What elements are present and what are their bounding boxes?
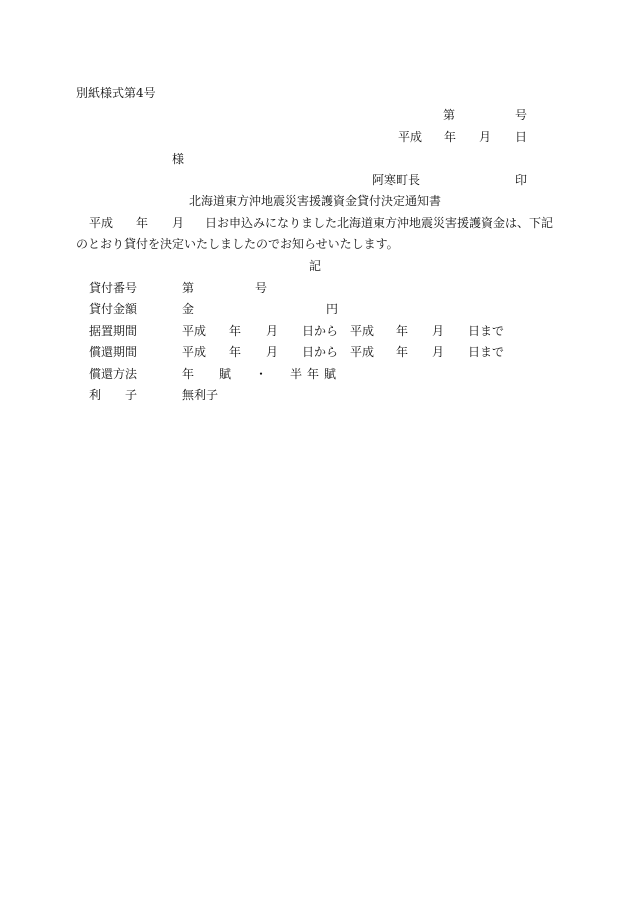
item-label: 据置期間 <box>89 324 138 338</box>
body-line2: のとおり貸付を決定いたしましたのでお知らせいたします。 <box>76 237 399 251</box>
form-number: 別紙様式第4号 <box>76 86 156 100</box>
to-era: 平成 <box>350 324 375 338</box>
body-era: 平成 <box>89 216 114 230</box>
body-year: 年 <box>136 216 149 230</box>
date-year: 年 <box>444 130 457 144</box>
item-label: 貸付金額 <box>89 302 138 316</box>
item-label: 償還方法 <box>89 367 138 381</box>
method-separator: ・ <box>255 367 268 381</box>
doc-no-dai: 第 <box>443 108 456 122</box>
to-year: 年 <box>396 345 409 359</box>
document-title: 北海道東方沖地震災害援護資金貸付決定通知書 <box>189 194 442 208</box>
ki-heading: 記 <box>309 259 322 273</box>
to-year: 年 <box>396 324 409 338</box>
body-line1-text: 日お申込みになりました北海道東方沖地震災害援護資金は、下記 <box>205 216 554 230</box>
interest-value: 無利子 <box>182 388 219 402</box>
from-year: 年 <box>229 345 242 359</box>
item-dai: 第 <box>182 281 195 295</box>
to-month: 月 <box>432 345 445 359</box>
method-fu: 賦 <box>219 367 232 381</box>
from-era: 平成 <box>182 324 207 338</box>
interest-label-ri: 利 <box>89 388 102 402</box>
to-month: 月 <box>432 324 445 338</box>
to-day: 日まで <box>468 345 505 359</box>
date-month: 月 <box>479 130 492 144</box>
from-month: 月 <box>266 345 279 359</box>
from-month: 月 <box>266 324 279 338</box>
item-kin: 金 <box>182 302 195 316</box>
to-era: 平成 <box>350 345 375 359</box>
item-label: 償還期間 <box>89 345 138 359</box>
method-nen: 年 <box>182 367 195 381</box>
method-fu2: 賦 <box>324 367 337 381</box>
method-han: 半 <box>290 367 303 381</box>
issuer-seal: 印 <box>515 173 528 187</box>
method-nen2: 年 <box>307 367 320 381</box>
interest-label-shi: 子 <box>125 388 138 402</box>
from-day: 日から <box>302 345 339 359</box>
item-yen: 円 <box>326 302 339 316</box>
item-go: 号 <box>255 281 268 295</box>
date-day: 日 <box>515 130 528 144</box>
date-era: 平成 <box>398 130 423 144</box>
from-year: 年 <box>229 324 242 338</box>
from-era: 平成 <box>182 345 207 359</box>
doc-no-go: 号 <box>515 108 528 122</box>
from-day: 日から <box>302 324 339 338</box>
addressee-honorific: 様 <box>172 152 185 166</box>
body-month: 月 <box>172 216 185 230</box>
issuer-name: 阿寒町長 <box>372 173 421 187</box>
to-day: 日まで <box>468 324 505 338</box>
item-label: 貸付番号 <box>89 281 138 295</box>
